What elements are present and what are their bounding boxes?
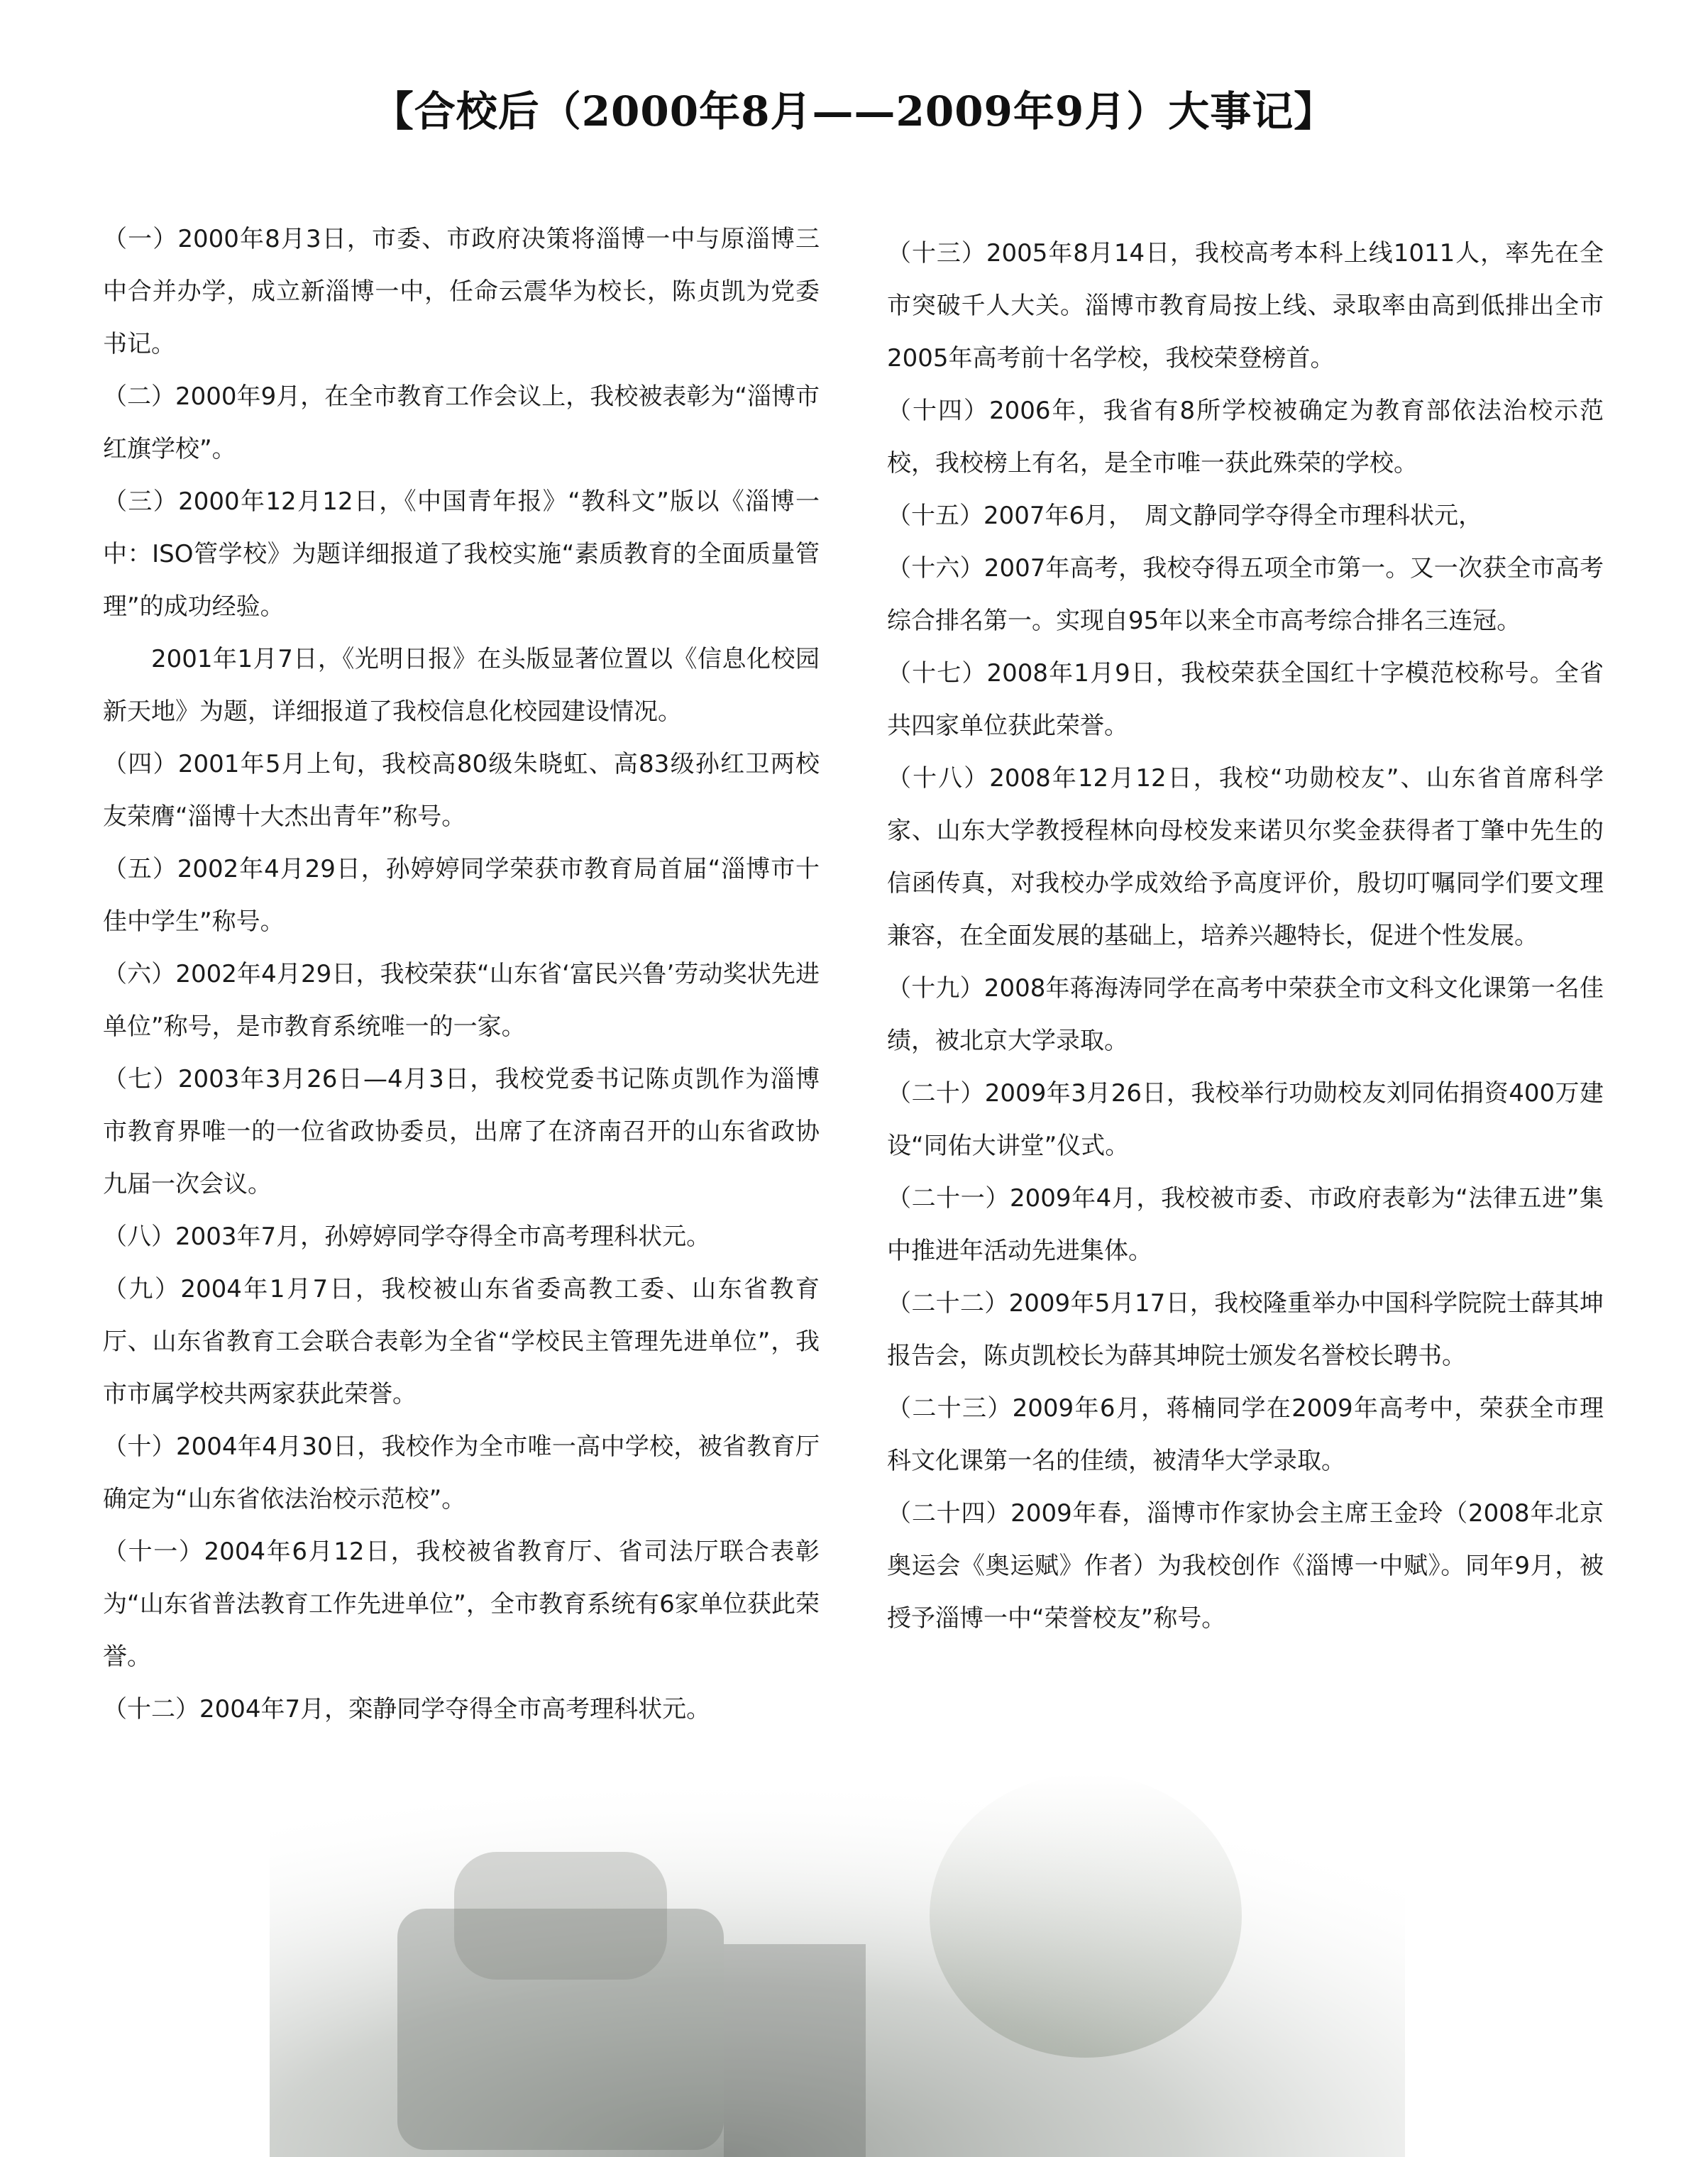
- event-entry-6: （六）2002年4月29日，我校荣获“山东省‘富民兴鲁’劳动奖状先进单位”称号，是市教育系统唯一的一家。: [103, 960, 820, 1041]
- event-entry-3: （三）2000年12月12日，《中国青年报》“教科文”版以《淄博一中：ISO管学校》为题详细报道了我校实施“素质教育的全面质量管理”的成功经验。: [103, 487, 820, 621]
- event-entry-14: （十四）2006年，我省有8所学校被确定为教育部依法治校示范校，我校榜上有名，是全市唯一获此殊荣的学校。: [887, 397, 1604, 478]
- event-entry-9: （九）2004年1月7日，我校被山东省委高教工委、山东省教育厅、山东省教育工会联合表彰为全省“学校民主管理先进单位”，我市市属学校共两家获此荣誉。: [103, 1275, 820, 1408]
- event-entry-20: （二十）2009年3月26日，我校举行功勋校友刘同佑捐资400万建设“同佑大讲堂”仪式。: [887, 1079, 1604, 1160]
- event-entry-13: （十三）2005年8月14日，我校高考本科上线1011人，率先在全市突破千人大关。淄博市教育局按上线、录取率由高到低排出全市2005年高考前十名学校，我校荣登榜首。: [887, 239, 1604, 373]
- event-entry-7: （七）2003年3月26日—4月3日，我校党委书记陈贞凯作为淄博市教育界唯一的一位省政协委员，出席了在济南召开的山东省政协九届一次会议。: [103, 1065, 820, 1198]
- background-photo: [270, 1731, 1405, 2157]
- event-entry-11: （十一）2004年6月12日，我校被省教育厅、省司法厅联合表彰为“山东省普法教育工作先进单位”，全市教育系统有6家单位获此荣誉。: [103, 1538, 820, 1671]
- event-entry-12: （十二）2004年7月，栾静同学夺得全市高考理科状元。: [103, 1695, 711, 1723]
- event-entry-19: （十九）2008年蒋海涛同学在高考中荣获全市文科文化课第一名佳绩，被北京大学录取。: [887, 974, 1604, 1055]
- event-entry-1: （一）2000年8月3日，市委、市政府决策将淄博一中与原淄博三中合并办学，成立新淄博一中，任命云震华为校长，陈贞凯为党委书记。: [103, 225, 820, 358]
- event-entry-21: （二十一）2009年4月，我校被市委、市政府表彰为“法律五进”集中推进年活动先进集体。: [887, 1184, 1604, 1265]
- left-column: [103, 213, 820, 1736]
- event-entry-23: （二十三）2009年6月，蒋楠同学在2009年高考中，荣获全市理科文化课第一名的佳绩，被清华大学录取。: [887, 1394, 1604, 1475]
- event-entry-17: （十七）2008年1月9日，我校荣获全国红十字模范校称号。全省共四家单位获此荣誉。: [887, 659, 1604, 740]
- event-entry-15: （十五）2007年6月， 周文静同学夺得全市理科状元，: [887, 502, 1483, 530]
- event-entry-5: （五）2002年4月29日，孙婷婷同学荣获市教育局首届“淄博市十佳中学生”称号。: [103, 855, 820, 936]
- page-title: 【合校后（2000年8月——2009年9月）大事记】: [372, 87, 1336, 136]
- event-entry-8: （八）2003年7月，孙婷婷同学夺得全市高考理科状元。: [103, 1223, 711, 1251]
- event-entry-2: （二）2000年9月，在全市教育工作会议上，我校被表彰为“淄博市红旗学校”。: [103, 382, 820, 463]
- event-entry-10: （十）2004年4月30日，我校作为全市唯一高中学校，被省教育厅确定为“山东省依法治校示范校”。: [103, 1433, 820, 1513]
- event-entry-22: （二十二）2009年5月17日，我校隆重举办中国科学院院士薛其坤报告会，陈贞凯校长为薛其坤院士颁发名誉校长聘书。: [887, 1289, 1604, 1370]
- event-entry-24: （二十四）2009年春，淄博市作家协会主席王金玲（2008年北京奥运会《奥运赋》作者）为我校创作《淄博一中赋》。同年9月，被授予淄博一中“荣誉校友”称号。: [887, 1499, 1604, 1633]
- right-column: [887, 227, 1604, 1645]
- event-entry-4: （四）2001年5月上旬，我校高80级朱晓虹、高83级孙红卫两校友荣膺“淄博十大杰出青年”称号。: [103, 750, 820, 831]
- event-entry-16: （十六）2007年高考，我校夺得五项全市第一。又一次获全市高考综合排名第一。实现自95年以来全市高考综合排名三连冠。: [887, 554, 1604, 635]
- event-entry-3-continued: 2001年1月7日，《光明日报》在头版显著位置以《信息化校园新天地》为题，详细报道了我校信息化校园建设情况。: [103, 645, 820, 726]
- event-entry-18: （十八）2008年12月12日，我校“功勋校友”、山东省首席科学家、山东大学教授程林向母校发来诺贝尔奖金获得者丁肇中先生的信函传真，对我校办学成效给予高度评价，殷切叮嘱同学们要文理兼容，在全面发展的基础上，培养兴趣特长，促进个性发展。: [887, 764, 1604, 950]
